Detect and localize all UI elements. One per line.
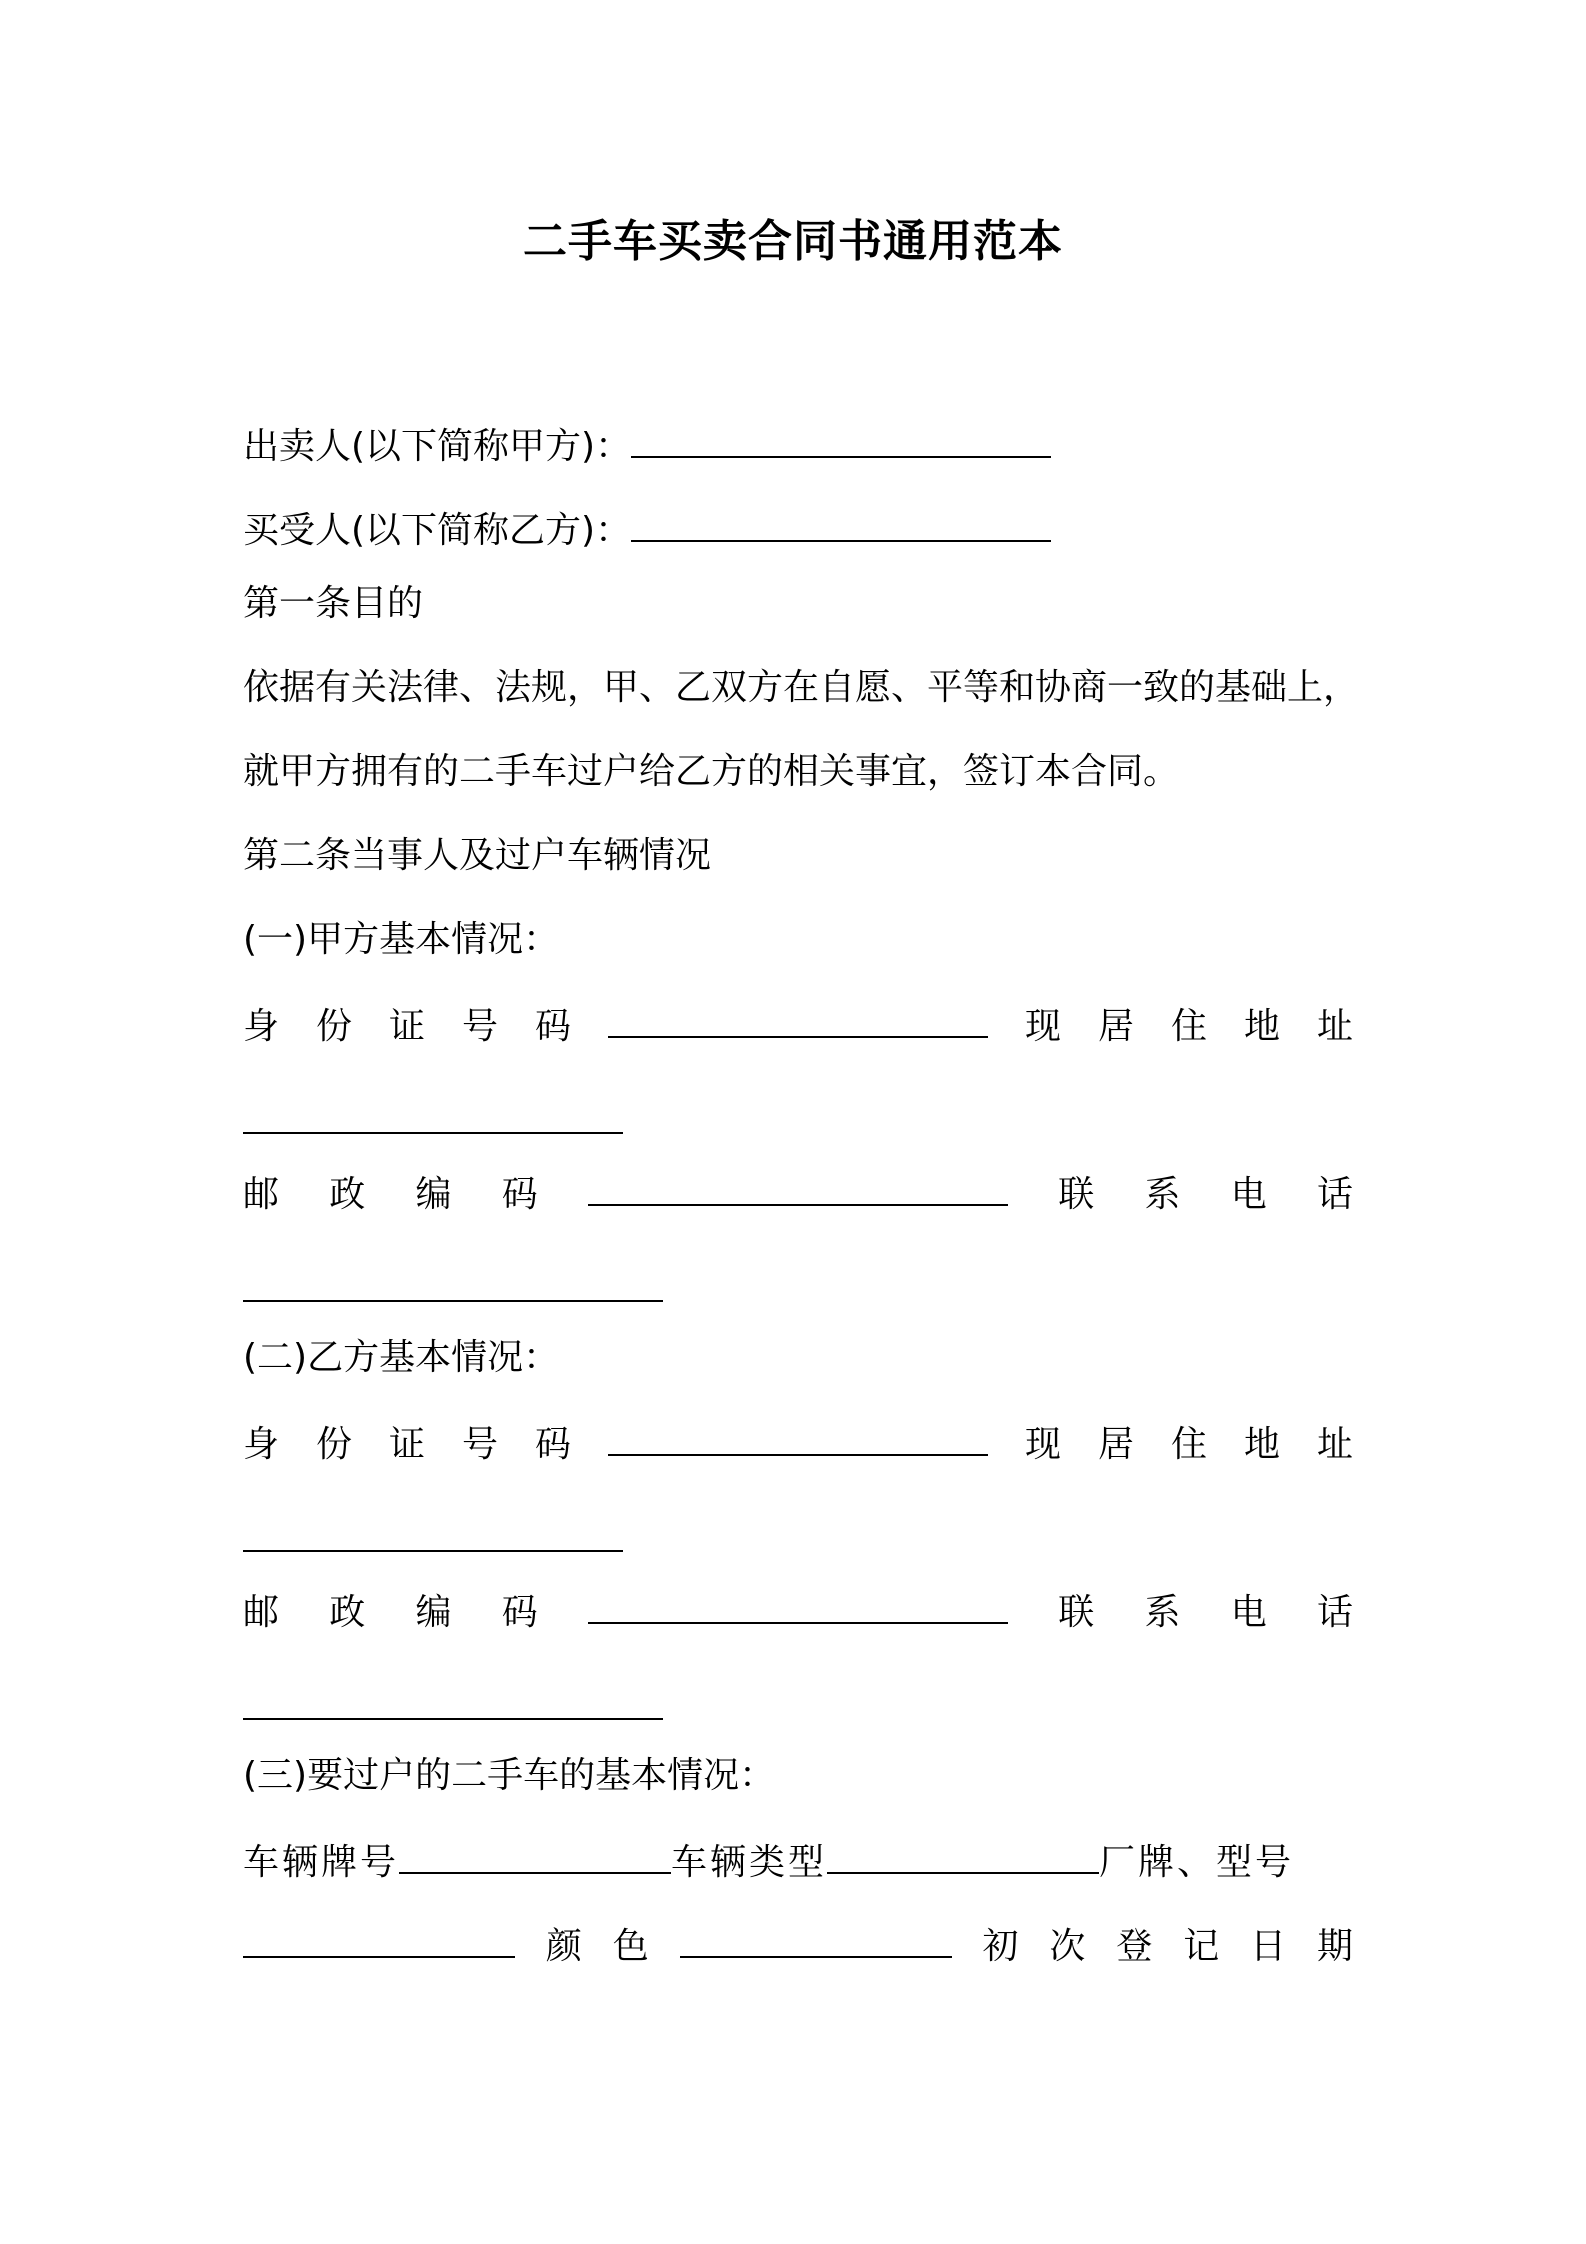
- partyB-phone-blank[interactable]: [243, 1716, 663, 1720]
- id-char: 份: [316, 1006, 353, 1047]
- article1-heading: 第一条目的: [243, 583, 424, 624]
- seller-label: 出卖人(以下简称甲方)：: [243, 426, 632, 467]
- phone-char: 电: [1230, 1174, 1267, 1215]
- postal-char: 邮: [243, 1174, 280, 1215]
- address-char: 地: [1243, 1424, 1280, 1465]
- seller-line: [243, 418, 1353, 473]
- partyB-postal-phone-line: [243, 1584, 1353, 1639]
- phone-char: 联: [1058, 1174, 1095, 1215]
- plate-label: 车辆牌号: [243, 1842, 400, 1883]
- postal-char: 编: [415, 1592, 452, 1633]
- buyer-line: [243, 502, 1353, 557]
- type-blank[interactable]: [827, 1834, 1099, 1874]
- address-char: 地: [1243, 1006, 1280, 1047]
- address-char: 居: [1097, 1006, 1134, 1047]
- id-char: 份: [316, 1424, 353, 1465]
- address-char: 住: [1170, 1006, 1207, 1047]
- phone-char: 系: [1144, 1592, 1181, 1633]
- id-char: 码: [535, 1424, 572, 1465]
- partyA-postal-blank[interactable]: [588, 1166, 1008, 1206]
- phone-char: 话: [1316, 1592, 1353, 1633]
- postal-char: 编: [415, 1174, 452, 1215]
- vehicle-color-date-line: [243, 1918, 1353, 1973]
- partyB-id-blank[interactable]: [608, 1416, 988, 1456]
- reg-date-char: 期: [1316, 1926, 1353, 1967]
- phone-char: 联: [1058, 1592, 1095, 1633]
- plate-blank[interactable]: [399, 1834, 671, 1874]
- partyA-heading: (一)甲方基本情况：: [243, 919, 560, 960]
- partyA-id-blank[interactable]: [608, 998, 988, 1038]
- id-char: 身: [243, 1424, 280, 1465]
- vehicle-heading: (三)要过户的二手车的基本情况：: [243, 1755, 776, 1796]
- address-char: 居: [1097, 1424, 1134, 1465]
- postal-char: 码: [501, 1174, 538, 1215]
- partyA-id-address-line: [243, 998, 1353, 1053]
- reg-date-char: 登: [1116, 1926, 1153, 1967]
- id-char: 号: [462, 1424, 499, 1465]
- phone-char: 话: [1316, 1174, 1353, 1215]
- color-char: 颜: [545, 1926, 582, 1967]
- id-char: 码: [535, 1006, 572, 1047]
- article2-heading: 第二条当事人及过户车辆情况: [243, 835, 712, 876]
- address-char: 址: [1316, 1006, 1353, 1047]
- buyer-label: 买受人(以下简称乙方)：: [243, 510, 632, 551]
- reg-date-char: 记: [1183, 1926, 1220, 1967]
- partyA-postal-phone-line: [243, 1166, 1353, 1221]
- color-char: 色: [612, 1926, 649, 1967]
- id-char: 证: [389, 1424, 426, 1465]
- partyB-id-address-line: [243, 1416, 1353, 1471]
- address-char: 址: [1316, 1424, 1353, 1465]
- partyB-heading: (二)乙方基本情况：: [243, 1337, 560, 1378]
- reg-date-char: 次: [1049, 1926, 1086, 1967]
- id-char: 号: [462, 1006, 499, 1047]
- postal-char: 邮: [243, 1592, 280, 1633]
- seller-blank[interactable]: [631, 418, 1051, 458]
- address-char: 现: [1024, 1424, 1061, 1465]
- vehicle-plate-type-brand-line: [243, 1834, 1353, 1889]
- id-char: 证: [389, 1006, 426, 1047]
- brand-blank[interactable]: [243, 1918, 515, 1958]
- phone-char: 电: [1230, 1592, 1267, 1633]
- postal-char: 政: [329, 1592, 366, 1633]
- brand-label: 厂牌、型号: [1099, 1842, 1295, 1883]
- id-char: 身: [243, 1006, 280, 1047]
- article1-text-2: 就甲方拥有的二手车过户给乙方的相关事宜，签订本合同。: [243, 751, 1180, 792]
- postal-char: 码: [501, 1592, 538, 1633]
- partyA-address-blank[interactable]: [243, 1130, 623, 1134]
- type-label: 车辆类型: [671, 1842, 828, 1883]
- phone-char: 系: [1144, 1174, 1181, 1215]
- partyB-address-blank[interactable]: [243, 1548, 623, 1552]
- reg-date-char: 初: [982, 1926, 1019, 1967]
- postal-char: 政: [329, 1174, 366, 1215]
- color-blank[interactable]: [680, 1918, 952, 1958]
- document-title: 二手车买卖合同书通用范本: [523, 216, 1063, 267]
- partyA-phone-blank[interactable]: [243, 1298, 663, 1302]
- article1-text-1: 依据有关法律、法规，甲、乙双方在自愿、平等和协商一致的基础上，: [243, 667, 1360, 708]
- buyer-blank[interactable]: [631, 502, 1051, 542]
- partyB-postal-blank[interactable]: [588, 1584, 1008, 1624]
- reg-date-char: 日: [1250, 1926, 1287, 1967]
- address-char: 现: [1024, 1006, 1061, 1047]
- address-char: 住: [1170, 1424, 1207, 1465]
